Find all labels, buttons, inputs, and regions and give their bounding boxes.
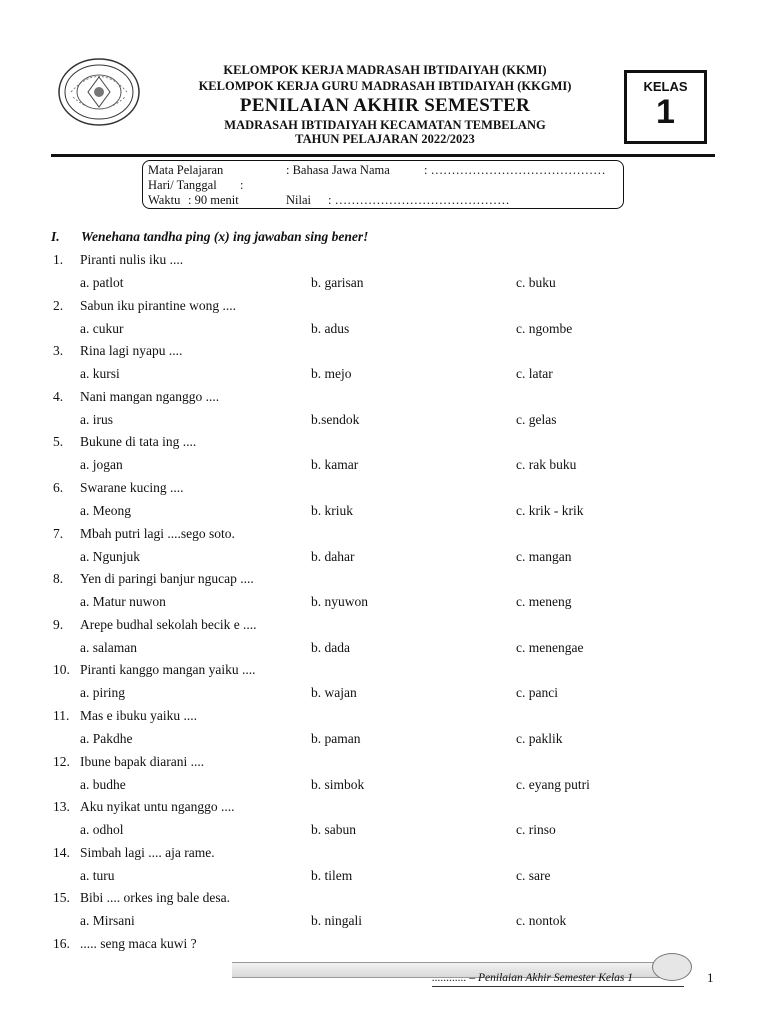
section-number: I. [51,229,60,244]
question-number: 11. [53,707,70,723]
question-number: 3. [53,343,64,359]
footer-underline [432,986,684,987]
option-b[interactable]: b. ningali [311,913,362,929]
option-c[interactable]: c. menengae [516,639,584,655]
option-b[interactable]: b. adus [311,320,350,336]
option-a[interactable]: a. Matur nuwon [80,594,166,610]
subject-label: Mata Pelajaran [148,163,224,177]
option-c[interactable]: c. latar [516,366,553,382]
option-b[interactable]: b. paman [311,730,361,746]
option-a[interactable]: a. budhe [80,776,126,792]
student-info-box [142,160,624,209]
question-number: 15. [53,890,70,906]
question-text: Rina lagi nyapu .... [80,343,183,359]
header-divider [51,154,715,157]
question-text: Piranti kanggo mangan yaiku .... [80,662,256,678]
exam-title: PENILAIAN AKHIR SEMESTER [239,95,531,116]
question-number: 10. [53,662,70,678]
option-b[interactable]: b. simbok [311,776,365,792]
option-b[interactable]: b. mejo [311,366,352,382]
question-item [51,617,731,663]
option-b[interactable]: b. kamar [311,457,359,473]
option-b[interactable]: b.sendok [311,411,360,427]
option-b[interactable]: b. garisan [311,275,364,290]
class-label: KELAS [643,79,688,94]
date-label: Hari/ Tanggal [148,178,217,192]
header-line-year: TAHUN PELAJARAN 2022/2023 [295,132,475,146]
footer-text: ............ – Penilaian Akhir Semester Kelas 1 [432,972,634,984]
question-number: 13. [53,799,70,815]
question-item [51,799,731,845]
question-text: Ibune bapak diarani .... [80,753,205,769]
date-field[interactable]: : [240,178,244,192]
option-c[interactable]: c. rinso [516,822,556,838]
header-line-school: MADRASAH IBTIDAIYAH KECAMATAN TEMBELANG [224,118,546,132]
option-b[interactable]: b. kriuk [311,502,353,518]
question-text: Mas e ibuku yaiku .... [80,707,197,723]
time-value: : 90 menit [188,193,239,207]
option-a[interactable]: a. cukur [80,320,124,336]
option-a[interactable]: a. turu [80,867,115,883]
option-b[interactable]: b. wajan [311,685,357,701]
question-item [51,754,731,800]
option-b[interactable]: b. dahar [311,548,355,564]
score-field[interactable]: : …………………………………… [328,193,510,207]
question-item [51,890,731,936]
header-line-kkgmi: KELOMPOK KERJA GURU MADRASAH IBTIDAIYAH (KKGMI) [198,79,572,93]
question-text: Simbah lagi .... aja rame. [80,844,215,860]
madrasah-seal-logo [57,57,141,127]
question-text: ..... seng maca kuwi ? [80,935,197,951]
footer-scroll-ornament [652,953,692,981]
question-number: 14. [53,844,70,860]
option-c[interactable]: c. ngombe [516,320,573,336]
question-item [51,708,731,754]
question-item [51,343,731,389]
info-row-time [148,193,623,208]
page-number: 1 [707,970,714,985]
question-list [51,252,731,982]
option-a[interactable]: a. odhol [80,822,124,838]
question-item [51,845,731,891]
exam-header [150,62,620,146]
question-number: 8. [53,571,64,587]
section-instruction-text: Wenehana tandha ping (x) ing jawaban sing bener! [81,229,369,244]
question-text: Yen di paringi banjur ngucap .... [80,571,254,587]
question-item [51,571,731,617]
name-field[interactable]: : …………………………………… [424,163,606,177]
option-c[interactable]: c. mangan [516,548,572,564]
question-item [51,434,731,480]
info-row-subject [148,163,623,178]
question-text: Nani mangan nganggo .... [80,388,220,404]
option-a[interactable]: a. Mirsani [80,913,135,929]
option-b[interactable]: b. nyuwon [311,594,368,610]
option-c[interactable]: c. paklik [516,730,563,746]
option-a[interactable]: a. kursi [80,366,120,382]
time-label: Waktu [148,193,181,207]
question-item [51,298,731,344]
option-b[interactable]: b. dada [311,639,350,655]
option-a[interactable]: a. irus [80,411,113,427]
question-number: 2. [53,297,64,313]
option-a[interactable]: a. salaman [80,639,137,655]
question-number: 7. [53,525,64,541]
info-row-date [148,178,623,193]
question-number: 1. [53,252,64,267]
question-item [51,389,731,435]
option-c[interactable]: c. panci [516,685,558,701]
question-number: 4. [53,388,64,404]
question-number: 12. [53,753,70,769]
option-a[interactable]: a. Meong [80,502,131,518]
question-text: Sabun iku pirantine wong .... [80,297,236,313]
question-item [51,252,731,298]
header-line-kkmi: KELOMPOK KERJA MADRASAH IBTIDAIYAH (KKMI) [223,63,547,77]
question-text: Arepe budhal sekolah becik e .... [80,616,257,632]
question-item [51,662,731,708]
question-item [51,526,731,572]
option-c[interactable]: c. nontok [516,913,567,929]
option-c[interactable]: c. meneng [516,594,572,610]
question-number: 16. [53,935,70,951]
question-text: Swarane kucing .... [80,479,184,495]
option-a[interactable]: a. Ngunjuk [80,548,140,564]
option-c[interactable]: c. rak buku [516,457,577,473]
option-a[interactable]: a. patlot [80,275,124,290]
question-text: Mbah putri lagi ....sego soto. [80,525,235,541]
option-c[interactable]: c. gelas [516,411,557,427]
question-text: Bibi .... orkes ing bale desa. [80,890,230,906]
question-number: 5. [53,434,64,450]
question-text: Piranti nulis iku .... [80,252,184,267]
option-b[interactable]: b. tilem [311,867,353,883]
class-number: 1 [656,93,675,131]
question-text: Bukune di tata ing .... [80,434,197,450]
option-c[interactable]: c. sare [516,867,551,883]
question-number: 9. [53,616,64,632]
subject-value: : Bahasa Jawa Nama [286,163,390,177]
option-a[interactable]: a. jogan [80,457,123,473]
class-box [624,70,707,144]
option-a[interactable]: a. Pakdhe [80,730,133,746]
score-label: Nilai [286,193,311,207]
option-b[interactable]: b. sabun [311,822,356,838]
question-number: 6. [53,479,64,495]
option-c[interactable]: c. eyang putri [516,776,590,792]
question-text: Aku nyikat untu nganggo .... [80,799,235,815]
option-c[interactable]: c. krik - krik [516,502,584,518]
option-a[interactable]: a. piring [80,685,125,701]
question-item [51,480,731,526]
option-c[interactable]: c. buku [516,275,556,290]
